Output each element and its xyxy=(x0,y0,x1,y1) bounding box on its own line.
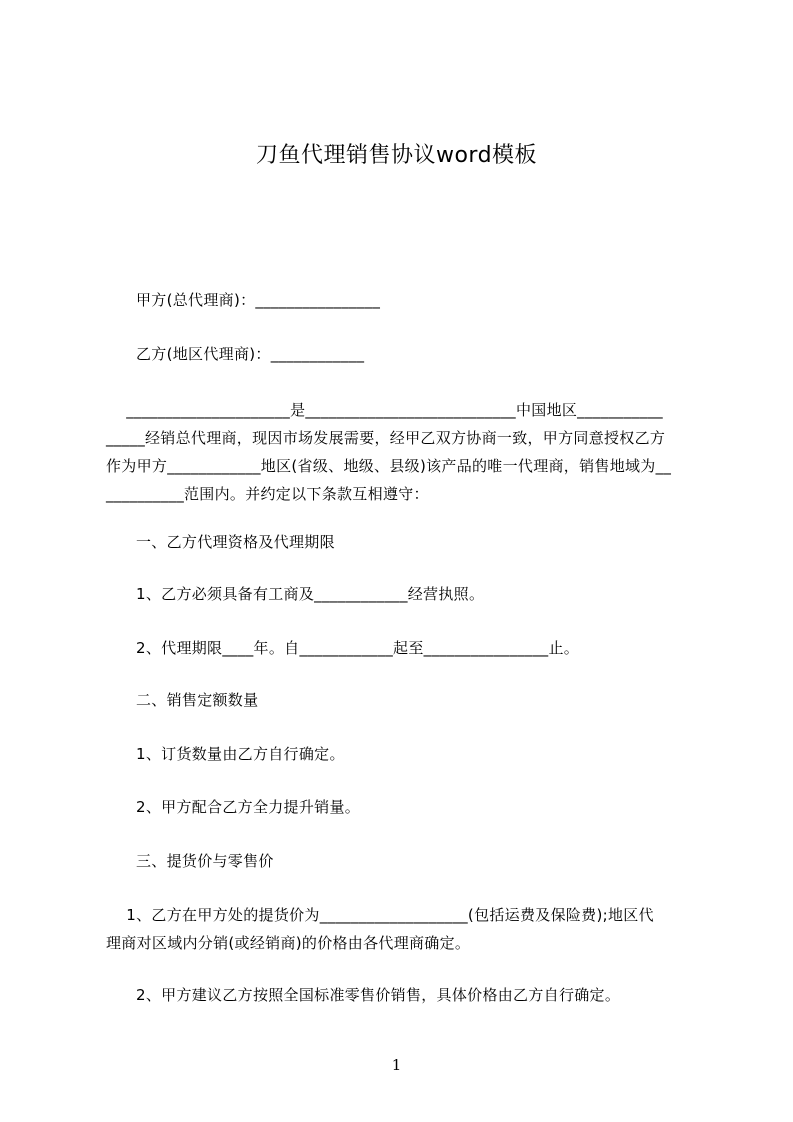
intro-paragraph xyxy=(106,396,706,508)
document-title: 刀鱼代理销售协议word模板 xyxy=(255,143,538,168)
intro-line-2: _____经销总代理商，现因市场发展需要，经甲乙双方协商一致，甲方同意授权乙方 xyxy=(106,429,666,447)
intro-line-3: 作为甲方____________地区(省级、地级、县级)该产品的唯一代理商，销售地域为__ xyxy=(106,457,672,475)
page-number: 1 xyxy=(391,1056,402,1074)
section-1-title: 一、乙方代理资格及代理期限 xyxy=(136,533,335,551)
intro-line-4: __________范围内。并约定以下条款互相遵守： xyxy=(106,485,429,503)
section-2-item-2: 2、甲方配合乙方全力提升销量。 xyxy=(136,798,361,816)
section-3-title: 三、提货价与零售价 xyxy=(136,852,274,870)
party-a-line: 甲方(总代理商)：________________ xyxy=(136,291,381,309)
section-2-item-1: 1、订货数量由乙方自行确定。 xyxy=(136,745,345,763)
section-3-item-1-line-2: 理商对区域内分销(或经销商)的价格由各代理商确定。 xyxy=(106,934,471,952)
party-b-line: 乙方(地区代理商)：____________ xyxy=(136,345,365,363)
section-3-item-1 xyxy=(106,901,706,957)
section-3-item-1-line-1: 1、乙方在甲方处的提货价为___________________(包括运费及保险费);地区代 xyxy=(106,906,654,924)
section-1-item-2: 2、代理期限____年。自____________起至________________止。 xyxy=(136,639,580,657)
section-3-item-2: 2、甲方建议乙方按照全国标准零售价销售，具体价格由乙方自行确定。 xyxy=(136,986,621,1004)
section-2-title: 二、销售定额数量 xyxy=(136,691,259,709)
intro-line-1: _____________________是___________________________中国地区___________ xyxy=(106,401,663,419)
section-1-item-1: 1、乙方必须具备有工商及____________经营执照。 xyxy=(136,585,485,603)
